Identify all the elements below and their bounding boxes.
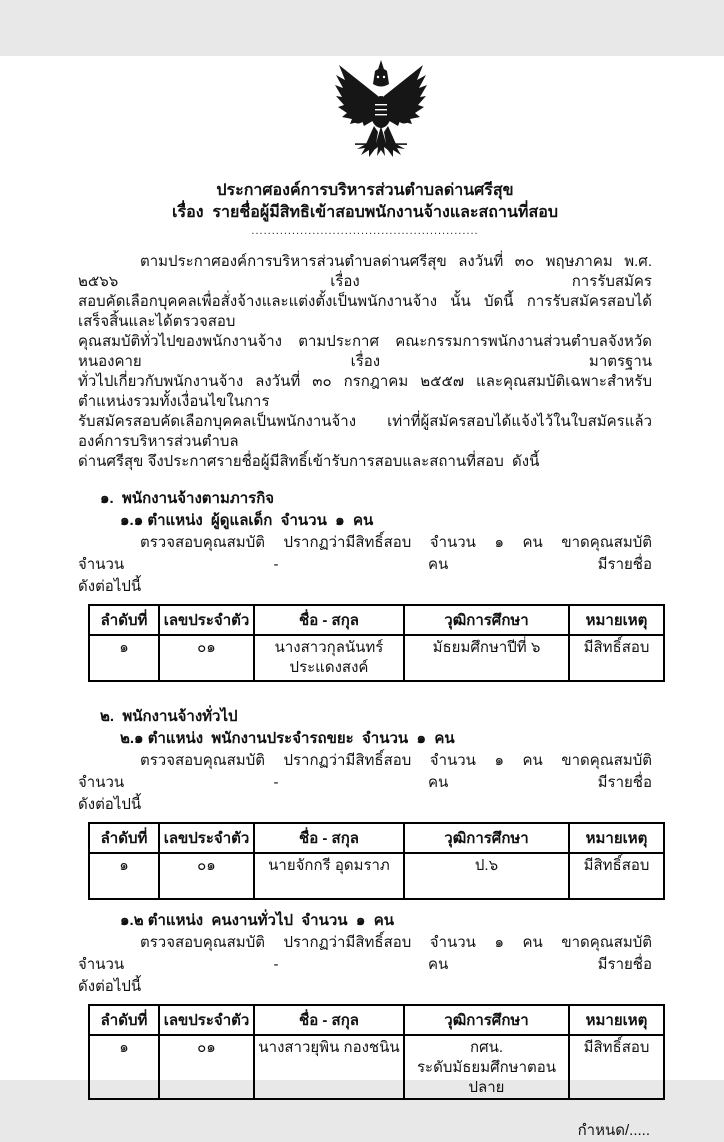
page-title: ประกาศองค์การบริหารส่วนตำบลด่านศรีสุข xyxy=(216,182,514,199)
dotted-divider: ........................................................ xyxy=(251,225,479,237)
cell-remark: มีสิทธิ์สอบ xyxy=(569,635,664,681)
cell-order: ๑ xyxy=(89,1035,159,1099)
cell-id: ๐๑ xyxy=(159,1035,254,1099)
cell-education: มัธยมศึกษาปีที่ ๖ xyxy=(404,635,569,681)
column-header-remark: หมายเหตุ xyxy=(569,1005,664,1035)
column-header-name: ชื่อ - สกุล xyxy=(254,823,404,853)
cell-education xyxy=(404,1035,569,1099)
paragraph-line: ทั่วไปเกี่ยวกับพนักงานจ้าง ลงวันที่ ๓๐ กรกฎาคม ๒๕๕๗ และคุณสมบัติเฉพาะสำหรับตำแหน่งรวมทั้งเงื่อนไขในการ xyxy=(78,373,652,410)
column-header-id: เลขประจำตัว xyxy=(159,823,254,853)
paragraph-line: คุณสมบัติทั่วไปของพนักงานจ้าง ตามประกาศ คณะกรรมการพนักงานส่วนตำบลจังหวัดหนองคาย เรื่อง มาตรฐาน xyxy=(78,333,652,370)
column-header-name: ชื่อ - สกุล xyxy=(254,1005,404,1035)
cell-id: ๐๑ xyxy=(159,635,254,681)
table-row xyxy=(89,853,664,899)
paragraph-line: ตามประกาศองค์การบริหารส่วนตำบลด่านศรีสุข ลงวันที่ ๓๐ พฤษภาคม พ.ศ. ๒๕๖๖ เรื่อง การรับสมัคร xyxy=(78,253,657,290)
cell-remark: มีสิทธิ์สอบ xyxy=(569,853,664,899)
cell-education-line2: ระดับมัธยมศึกษาตอนปลาย xyxy=(416,1059,556,1096)
section-2-qualification-continuation: ดังต่อไปนี้ xyxy=(78,796,142,813)
table-row xyxy=(89,635,664,681)
cell-order: ๑ xyxy=(89,853,159,899)
cell-name: นายจักกรี อุดมราภ xyxy=(254,853,404,899)
section-3-qualification-line: ตรวจสอบคุณสมบัติ ปรากฏว่ามีสิทธิ์สอบ จำนวน ๑ คน ขาดคุณสมบัติ จำนวน - คน มีรายชื่อ xyxy=(78,934,661,973)
cell-education: ป.๖ xyxy=(404,853,569,899)
section-1-qualification-line: ตรวจสอบคุณสมบัติ ปรากฏว่ามีสิทธิ์สอบ จำนวน ๑ คน ขาดคุณสมบัติ จำนวน - คน มีรายชื่อ xyxy=(78,534,661,573)
column-header-order: ลำดับที่ xyxy=(89,823,159,853)
column-header-name: ชื่อ - สกุล xyxy=(254,605,404,635)
column-header-id: เลขประจำตัว xyxy=(159,1005,254,1035)
candidates-table-3 xyxy=(88,1004,665,1100)
column-header-remark: หมายเหตุ xyxy=(569,605,664,635)
subject-line: เรื่อง รายชื่อผู้มีสิทธิเข้าสอบพนักงานจ้างและสถานที่สอบ xyxy=(172,204,558,221)
garuda-emblem-icon xyxy=(331,56,431,164)
section-2-heading: ๒. พนักงานจ้างทั่วไป xyxy=(100,708,238,725)
table-header-row xyxy=(89,1005,664,1035)
column-header-education: วุฒิการศึกษา xyxy=(404,605,569,635)
table-header-row xyxy=(89,823,664,853)
cell-name: นางสาวยุพิน กองชนิน xyxy=(254,1035,404,1099)
column-header-id: เลขประจำตัว xyxy=(159,605,254,635)
table-row xyxy=(89,1035,664,1099)
drafting-note: กำหนด/..... xyxy=(577,1122,650,1139)
column-header-education: วุฒิการศึกษา xyxy=(404,1005,569,1035)
section-2-qualification-line: ตรวจสอบคุณสมบัติ ปรากฏว่ามีสิทธิ์สอบ จำนวน ๑ คน ขาดคุณสมบัติ จำนวน - คน มีรายชื่อ xyxy=(78,752,661,791)
section-2-position-heading: ๒.๑ ตำแหน่ง พนักงานประจำรถขยะ จำนวน ๑ คน xyxy=(120,730,455,747)
column-header-remark: หมายเหตุ xyxy=(569,823,664,853)
cell-order: ๑ xyxy=(89,635,159,681)
section-1-heading: ๑. พนักงานจ้างตามภารกิจ xyxy=(100,490,275,507)
section-1-qualification-continuation: ดังต่อไปนี้ xyxy=(78,578,142,595)
table-header-row xyxy=(89,605,664,635)
section-3-position-heading: ๑.๒ ตำแหน่ง คนงานทั่วไป จำนวน ๑ คน xyxy=(120,912,394,929)
paragraph-line: รับสมัครสอบคัดเลือกบุคคลเป็นพนักงานจ้าง เท่าที่ผู้สมัครสอบได้แจ้งไว้ในใบสมัครแล้ว องค์การบริหารส่วนตำบล xyxy=(78,413,657,450)
cell-remark: มีสิทธิ์สอบ xyxy=(569,1035,664,1099)
candidates-table-1 xyxy=(88,604,665,682)
cell-name: นางสาวกุลนันทร์ ประแดงสงค์ xyxy=(254,635,404,681)
emblem-container xyxy=(78,56,652,168)
paragraph-line: ด่านศรีสุข จึงประกาศรายชื่อผู้มีสิทธิ์เข้ารับการสอบและสถานที่สอบ ดังนี้ xyxy=(78,453,540,470)
section-1-position-heading: ๑.๑ ตำแหน่ง ผู้ดูแลเด็ก จำนวน ๑ คน xyxy=(120,512,374,529)
column-header-order: ลำดับที่ xyxy=(89,1005,159,1035)
column-header-education: วุฒิการศึกษา xyxy=(404,823,569,853)
document-page xyxy=(0,56,724,1139)
body-paragraph xyxy=(78,252,657,472)
cell-id: ๐๑ xyxy=(159,853,254,899)
candidates-table-2 xyxy=(88,822,665,900)
section-3-qualification-continuation: ดังต่อไปนี้ xyxy=(78,978,142,995)
column-header-order: ลำดับที่ xyxy=(89,605,159,635)
paragraph-line: สอบคัดเลือกบุคคลเพื่อสั่งจ้างและแต่งตั้งเป็นพนักงานจ้าง นั้น บัดนี้ การรับสมัครสอบได้เสร็จสิ้นและได้ตรวจสอบ xyxy=(78,293,652,330)
cell-education-line1: กศน. xyxy=(469,1039,504,1056)
